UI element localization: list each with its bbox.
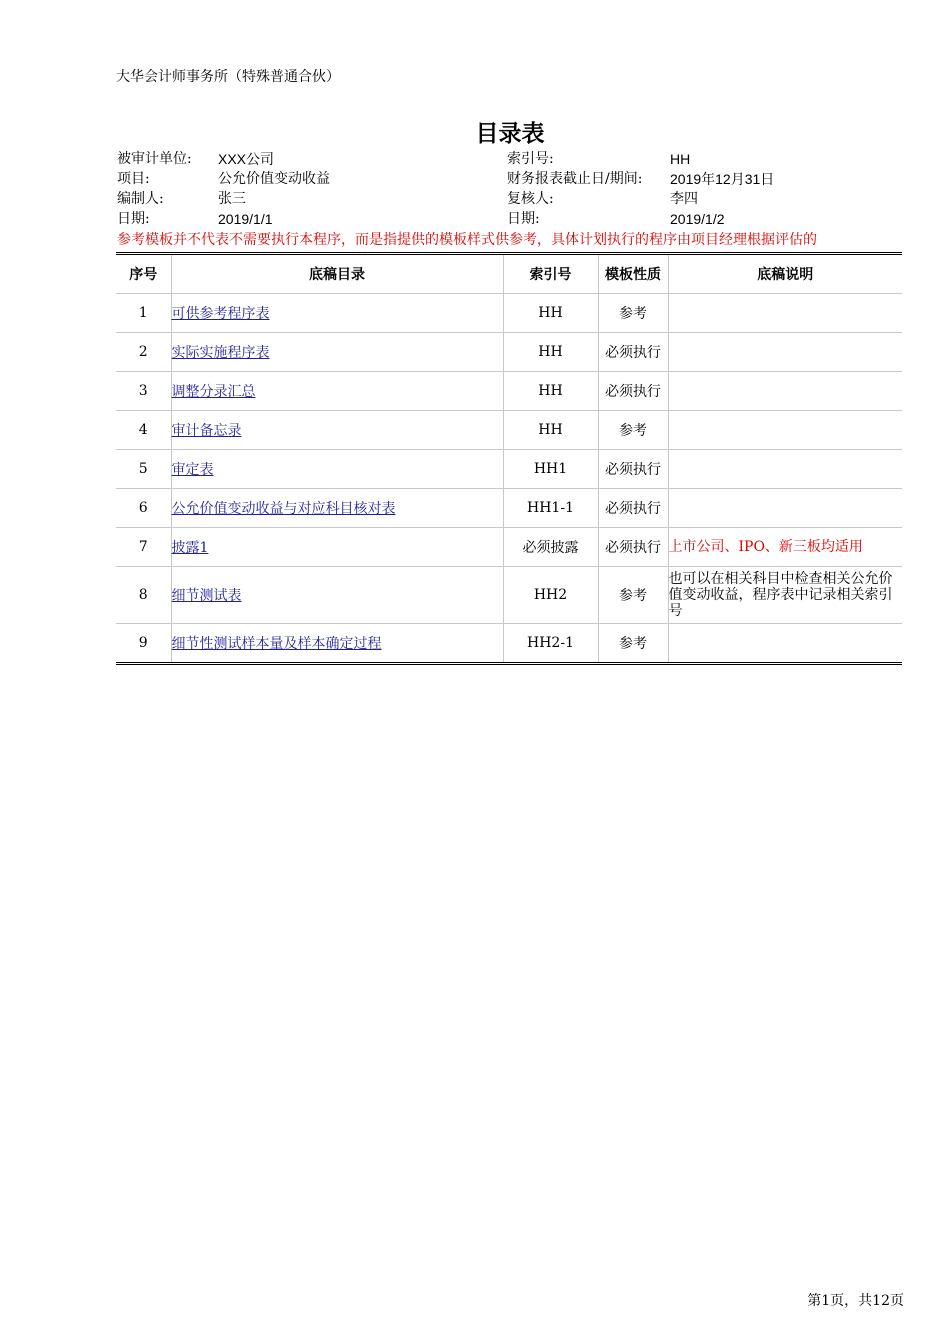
row-name-cell: [171, 567, 503, 624]
row-nature: 必须执行: [598, 489, 668, 528]
row-index: HH2: [503, 567, 598, 624]
row-description: [668, 294, 902, 333]
table-row: [116, 489, 902, 528]
row-name-cell: [171, 372, 503, 411]
index-value: HH: [670, 151, 691, 167]
date1-label: 日期:: [117, 211, 150, 227]
row-index: HH1: [503, 450, 598, 489]
preparer-label: 编制人:: [117, 191, 164, 207]
row-number: 6: [116, 489, 171, 528]
header-index: 索引号: [503, 254, 598, 294]
workpaper-link[interactable]: 细节测试表: [171, 588, 242, 604]
row-name-cell: [171, 294, 503, 333]
date2-value: 2019/1/2: [670, 211, 725, 227]
row-number: 8: [116, 567, 171, 624]
row-description: [668, 624, 902, 664]
row-nature: 必须执行: [598, 450, 668, 489]
project-label: 项目:: [117, 171, 150, 187]
row-index: HH: [503, 333, 598, 372]
page-number: 第1页，共12页: [807, 1293, 904, 1309]
row-index: HH: [503, 411, 598, 450]
table-row: [116, 333, 902, 372]
table-row: [116, 567, 902, 624]
row-nature: 参考: [598, 567, 668, 624]
row-name-cell: [171, 489, 503, 528]
workpaper-link[interactable]: 披露1: [171, 540, 209, 556]
row-name-cell: [171, 450, 503, 489]
header-desc: 底稿说明: [668, 254, 902, 294]
date1-value: 2019/1/1: [218, 211, 273, 227]
row-number: 5: [116, 450, 171, 489]
row-number: 7: [116, 528, 171, 567]
header-name: 底稿目录: [171, 254, 503, 294]
row-description: [668, 411, 902, 450]
row-index: HH: [503, 372, 598, 411]
reviewer-value: 李四: [670, 191, 698, 207]
row-nature: 必须执行: [598, 528, 668, 567]
auditee-label: 被审计单位:: [117, 151, 192, 167]
workpaper-index-table: [116, 252, 902, 665]
row-number: 2: [116, 333, 171, 372]
period-label: 财务报表截止日/期间:: [507, 171, 643, 187]
preparer-value: 张三: [218, 191, 246, 207]
date2-label: 日期:: [507, 211, 540, 227]
table-row: [116, 528, 902, 567]
row-nature: 必须执行: [598, 333, 668, 372]
reviewer-label: 复核人:: [507, 191, 554, 207]
workpaper-link[interactable]: 可供参考程序表: [171, 306, 270, 322]
header-no: 序号: [116, 254, 171, 294]
workpaper-link[interactable]: 审定表: [171, 462, 214, 478]
table-row: [116, 450, 902, 489]
index-label: 索引号:: [507, 151, 554, 167]
row-nature: 参考: [598, 294, 668, 333]
auditee-value: XXX公司: [218, 151, 275, 167]
workpaper-link[interactable]: 审计备忘录: [171, 423, 242, 439]
row-index: HH: [503, 294, 598, 333]
row-description: 也可以在相关科目中检查相关公允价值变动收益，程序表中记录相关索引号: [668, 567, 902, 624]
workpaper-link[interactable]: 细节性测试样本量及样本确定过程: [171, 636, 382, 652]
table-header-row: [116, 254, 902, 294]
row-description: [668, 450, 902, 489]
row-index: HH2-1: [503, 624, 598, 664]
project-value: 公允价值变动收益: [218, 171, 330, 187]
firm-name: 大华会计师事务所（特殊普通合伙）: [116, 69, 340, 85]
row-description: [668, 489, 902, 528]
row-nature: 必须执行: [598, 372, 668, 411]
workpaper-link[interactable]: 公允价值变动收益与对应科目核对表: [171, 501, 396, 517]
row-description: [668, 333, 902, 372]
row-number: 1: [116, 294, 171, 333]
row-description: [668, 372, 902, 411]
row-name-cell: [171, 624, 503, 664]
row-name-cell: [171, 411, 503, 450]
row-index: 必须披露: [503, 528, 598, 567]
row-nature: 参考: [598, 411, 668, 450]
workpaper-link[interactable]: 调整分录汇总: [171, 384, 256, 400]
workpaper-link[interactable]: 实际实施程序表: [171, 345, 270, 361]
table-row: [116, 294, 902, 333]
row-number: 3: [116, 372, 171, 411]
reference-notice: 参考模板并不代表不需要执行本程序，而是指提供的模板样式供参考，具体计划执行的程序由项目经理根据评估的: [117, 232, 817, 248]
row-index: HH1-1: [503, 489, 598, 528]
period-value: 2019年12月31日: [670, 171, 775, 187]
table-row: [116, 411, 902, 450]
row-description: 上市公司、IPO、新三板均适用: [668, 528, 902, 567]
page-title: 目录表: [475, 121, 545, 147]
row-number: 4: [116, 411, 171, 450]
row-nature: 参考: [598, 624, 668, 664]
table-row: [116, 372, 902, 411]
row-number: 9: [116, 624, 171, 664]
table-row: [116, 624, 902, 664]
row-name-cell: [171, 333, 503, 372]
row-name-cell: [171, 528, 503, 567]
header-nature: 模板性质: [598, 254, 668, 294]
